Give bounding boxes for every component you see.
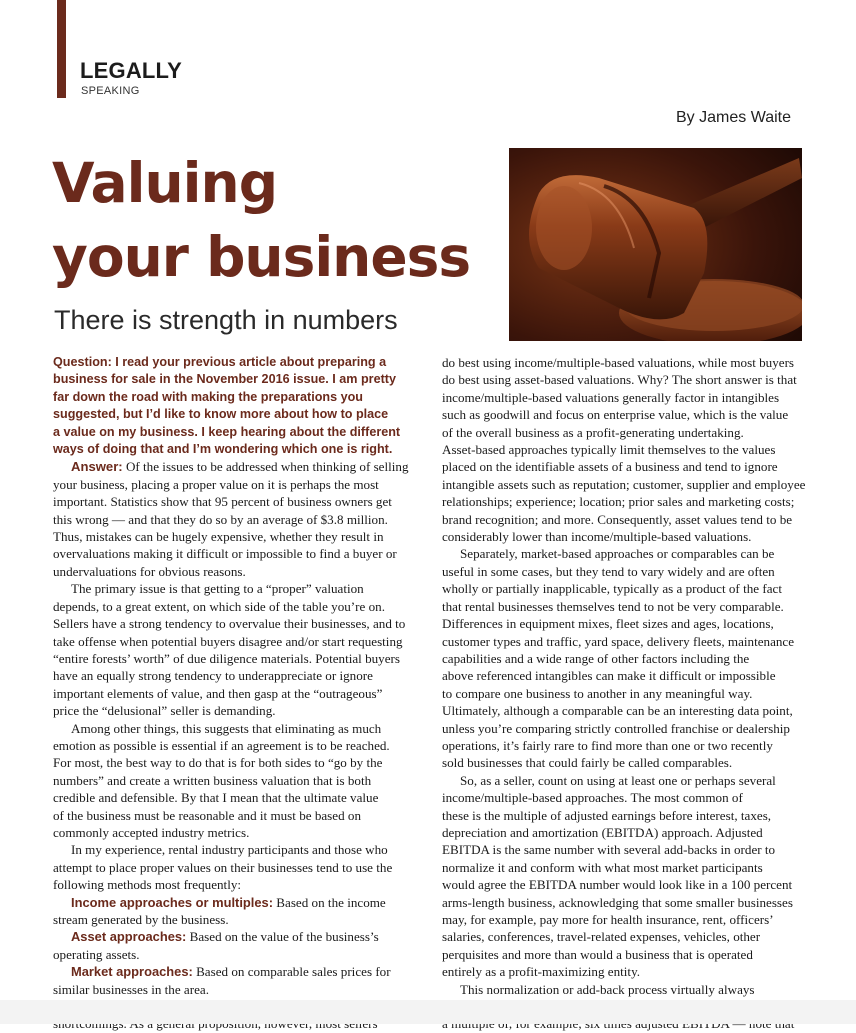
text-line [53,580,397,597]
line-text: Based on the income [273,894,386,910]
headline-line-1: Valuing [52,151,278,215]
line-text: brand recognition; and more. Consequently, asset values tend to be [442,511,793,527]
text-line [442,389,802,406]
text-line [442,737,802,754]
line-text: normalize it and conform with what most market participants [442,859,763,875]
text-line [442,667,802,684]
line-text: business for sale in the November 2016 issue. I am pretty [53,372,396,387]
text-line [53,406,397,423]
inline-label: Answer: [71,459,123,475]
line-text: “entire forests’ worth” of due diligence materials. Potential buyers [53,650,400,666]
line-text: customer types and traffic, yard space, delivery fleets, maintenance [442,633,795,649]
text-line [53,894,397,911]
line-text: may, for example, pay more for health insurance, rent, officers’ [442,912,774,927]
line-text: operating assets. [53,946,140,962]
line-text: Of the issues to be addressed when thinking of selling [122,459,409,475]
text-line [53,754,397,771]
line-text: Differences in equipment mixes, fleet sizes and ages, locations, [442,616,774,632]
text-line [53,354,397,371]
inline-label: Market approaches: [71,964,193,980]
line-text: Based on the value of the business’s [186,929,379,945]
line-text: salaries, conferences, travel-related expenses, vehicles, other [442,929,761,945]
line-text: EBITDA is the same number with several add-backs in order to [442,842,776,858]
text-line [442,476,806,493]
text-line [442,458,802,475]
line-text: similar businesses in the area. [53,981,209,997]
text-line [442,563,802,580]
line-text: Question: I read your previous article about preparing a [53,355,387,369]
article-subhead: There is strength in numbers [54,305,398,335]
text-line [53,911,397,928]
text-line [442,545,802,562]
line-text: So, as a seller, count on using at least one or perhaps several [460,772,776,788]
line-text: relationships; experience; location; prior sales and marketing costs; [442,494,795,510]
text-line [53,493,397,510]
line-text: perquisites and more than would a business that is operated [442,946,753,962]
line-text: do best using asset-based valuations. Why? The short answer is that [442,372,797,388]
gavel-icon [509,148,802,341]
text-line [442,807,802,824]
line-text: Ultimately, although a comparable can be an interesting data point, [442,703,793,719]
line-text: overvaluations making it difficult or impossible to find a buyer or [53,546,397,562]
text-line [442,720,802,737]
text-line [53,720,397,737]
right-text-column [442,354,806,1033]
line-text: This normalization or add-back process virtually always [460,981,755,997]
text-line [53,981,397,998]
text-line [442,841,802,858]
line-text: sold businesses that could fairly be called comparables. [442,755,733,771]
line-text: these is the multiple of adjusted earnings before interest, taxes, [442,807,772,823]
line-text: intangible assets such as reputation; customer, supplier and employee [442,476,806,492]
line-text: For most, the best way to do that is for both sides to “go by the [53,755,383,771]
line-text: Sellers have a strong tendency to overvalue their businesses, and to [53,616,406,632]
inline-label: Asset approaches: [71,929,187,945]
text-line [53,667,397,684]
text-line [442,911,802,928]
line-text: commonly accepted industry metrics. [53,824,250,840]
line-text: credible and defensible. By that I mean that the ultimate value [53,790,379,806]
text-line [442,685,802,702]
text-line [53,545,397,562]
line-text: income/multiple-based approaches. The most common of [442,790,743,806]
line-text: operations, it’s fairly rare to find more than one or two recently [442,737,773,753]
inline-label: Income approaches or multiples: [71,894,274,910]
line-text: that rental businesses themselves tend to not be very comparable. [442,598,784,614]
text-line [442,371,802,388]
text-line [442,406,802,423]
text-line [442,981,802,998]
text-line [53,789,397,806]
text-line [53,650,400,667]
text-line [53,633,403,650]
text-line [53,876,397,893]
text-line [442,789,802,806]
line-text: a value on my business. I keep hearing about the different [53,424,401,439]
line-text: depends, to a great extent, on which side of the table you’re on. [53,598,385,614]
text-line [442,894,802,911]
section-accent-bar [57,0,66,98]
line-text: income/multiple-based valuations generally factor in intangibles [442,389,780,405]
page-bottom-strip [0,1000,856,1024]
text-line [442,772,802,789]
text-line [442,424,802,441]
text-line [53,528,397,545]
line-text: wholly or partially inapplicable, typically as a product of the fact [442,581,782,597]
text-line [53,371,397,388]
line-text: such as goodwill and focus on enterprise value, which is the value [442,407,789,423]
line-text: of the overall business as a profit-generating undertaking. [442,424,744,440]
text-line [53,615,406,632]
author-byline: By James Waite [676,109,791,126]
text-line [53,685,397,702]
line-text: your business, placing a proper value on it is perhaps the most [53,476,379,492]
line-text: do best using income/multiple-based valuations, while most buyers [442,355,795,370]
line-text: Based on comparable sales prices for [192,964,391,980]
text-line [442,511,802,528]
section-subtitle: SPEAKING [81,85,140,97]
headline-line-2: your business [52,225,471,289]
text-line [53,824,397,841]
text-line [442,946,802,963]
text-line [442,580,802,597]
text-line [53,963,397,980]
text-line [442,650,802,667]
line-text: price the “delusional” seller is demanding. [53,703,276,719]
text-line [442,928,802,945]
line-text: above referenced intangibles can make it difficult or impossible [442,668,776,684]
line-text: considerably lower than income/multiple-based valuations. [442,529,752,545]
article-headline [52,146,470,294]
line-text: Thus, mistakes can be hugely expensive, whether they result in [53,529,384,545]
line-text: numbers” and create a written business valuation that is both [53,772,372,788]
text-line [53,702,397,719]
text-line [53,424,401,441]
text-line [442,493,802,510]
line-text: important elements of value, and then gasp at the “outrageous” [53,685,383,701]
line-text: take offense when potential buyers disagree and/or start requesting [53,633,403,649]
line-text: useful in some cases, but they tend to vary widely and are often [442,563,775,579]
gavel-photo [509,148,802,341]
text-line [442,963,802,980]
section-title: LEGALLY [80,58,183,83]
text-line [53,841,397,858]
text-line [53,563,397,580]
text-line [442,615,802,632]
left-text-column [53,354,409,1033]
line-text: unless you’re comparing strictly controlled franchise or dealership [442,720,790,736]
line-text: undervaluations for obvious reasons. [53,563,246,579]
text-line [442,876,802,893]
line-text: capabilities and a wide range of other factors including the [442,650,750,666]
text-line [53,946,397,963]
line-text: important. Statistics show that 95 percent of business owners get [53,494,392,510]
line-text: depreciation and amortization (EBITDA) approach. Adjusted [442,824,763,840]
line-text: ways of doing that and I’m wondering which one is right. [53,442,393,457]
line-text: Among other things, this suggests that eliminating as much [71,720,382,736]
line-text: have an equally strong tendency to underappreciate or ignore [53,668,373,684]
text-line [53,859,397,876]
text-line [442,354,802,371]
line-text: emotion as possible is essential if an agreement is to be reached. [53,737,390,753]
text-line [53,441,397,458]
line-text: this wrong — and that they do so by an average of $3.8 million. [53,511,388,527]
text-line [442,598,802,615]
line-text: In my experience, rental industry participants and those who [71,842,388,858]
line-text: attempt to place proper values on their businesses tend to use the [53,859,393,875]
text-line [53,389,397,406]
text-line [442,702,802,719]
text-line [53,772,397,789]
line-text: stream generated by the business. [53,912,229,927]
line-text: of the business must be reasonable and it must be based on [53,807,362,823]
text-line [53,598,397,615]
line-text: Asset-based approaches typically limit themselves to the values [442,442,776,458]
text-line [53,928,397,945]
text-line [53,737,397,754]
line-text: entirely as a profit-maximizing entity. [442,964,641,980]
line-text: arms-length business, acknowledging that some smaller businesses [442,894,793,910]
text-line [442,824,802,841]
line-text: following methods most frequently: [53,877,242,893]
line-text: far down the road with making the preparations you [53,389,363,404]
line-text: suggested, but I’d like to know more about how to place [53,407,389,422]
text-line [53,511,397,528]
text-line [442,633,802,650]
text-line [53,458,409,475]
text-line [442,441,802,458]
text-line [53,807,397,824]
text-line [442,528,802,545]
line-text: placed on the identifiable assets of a business and tend to ignore [442,459,778,475]
line-text: Separately, market-based approaches or comparables can be [460,546,775,562]
text-line [442,754,802,771]
text-line [53,476,397,493]
line-text: to compare one business to another in any meaningful way. [442,685,753,701]
line-text: would agree the EBITDA number would look like in a 100 percent [442,877,793,893]
text-line [442,859,802,876]
line-text: The primary issue is that getting to a “proper” valuation [71,581,364,597]
